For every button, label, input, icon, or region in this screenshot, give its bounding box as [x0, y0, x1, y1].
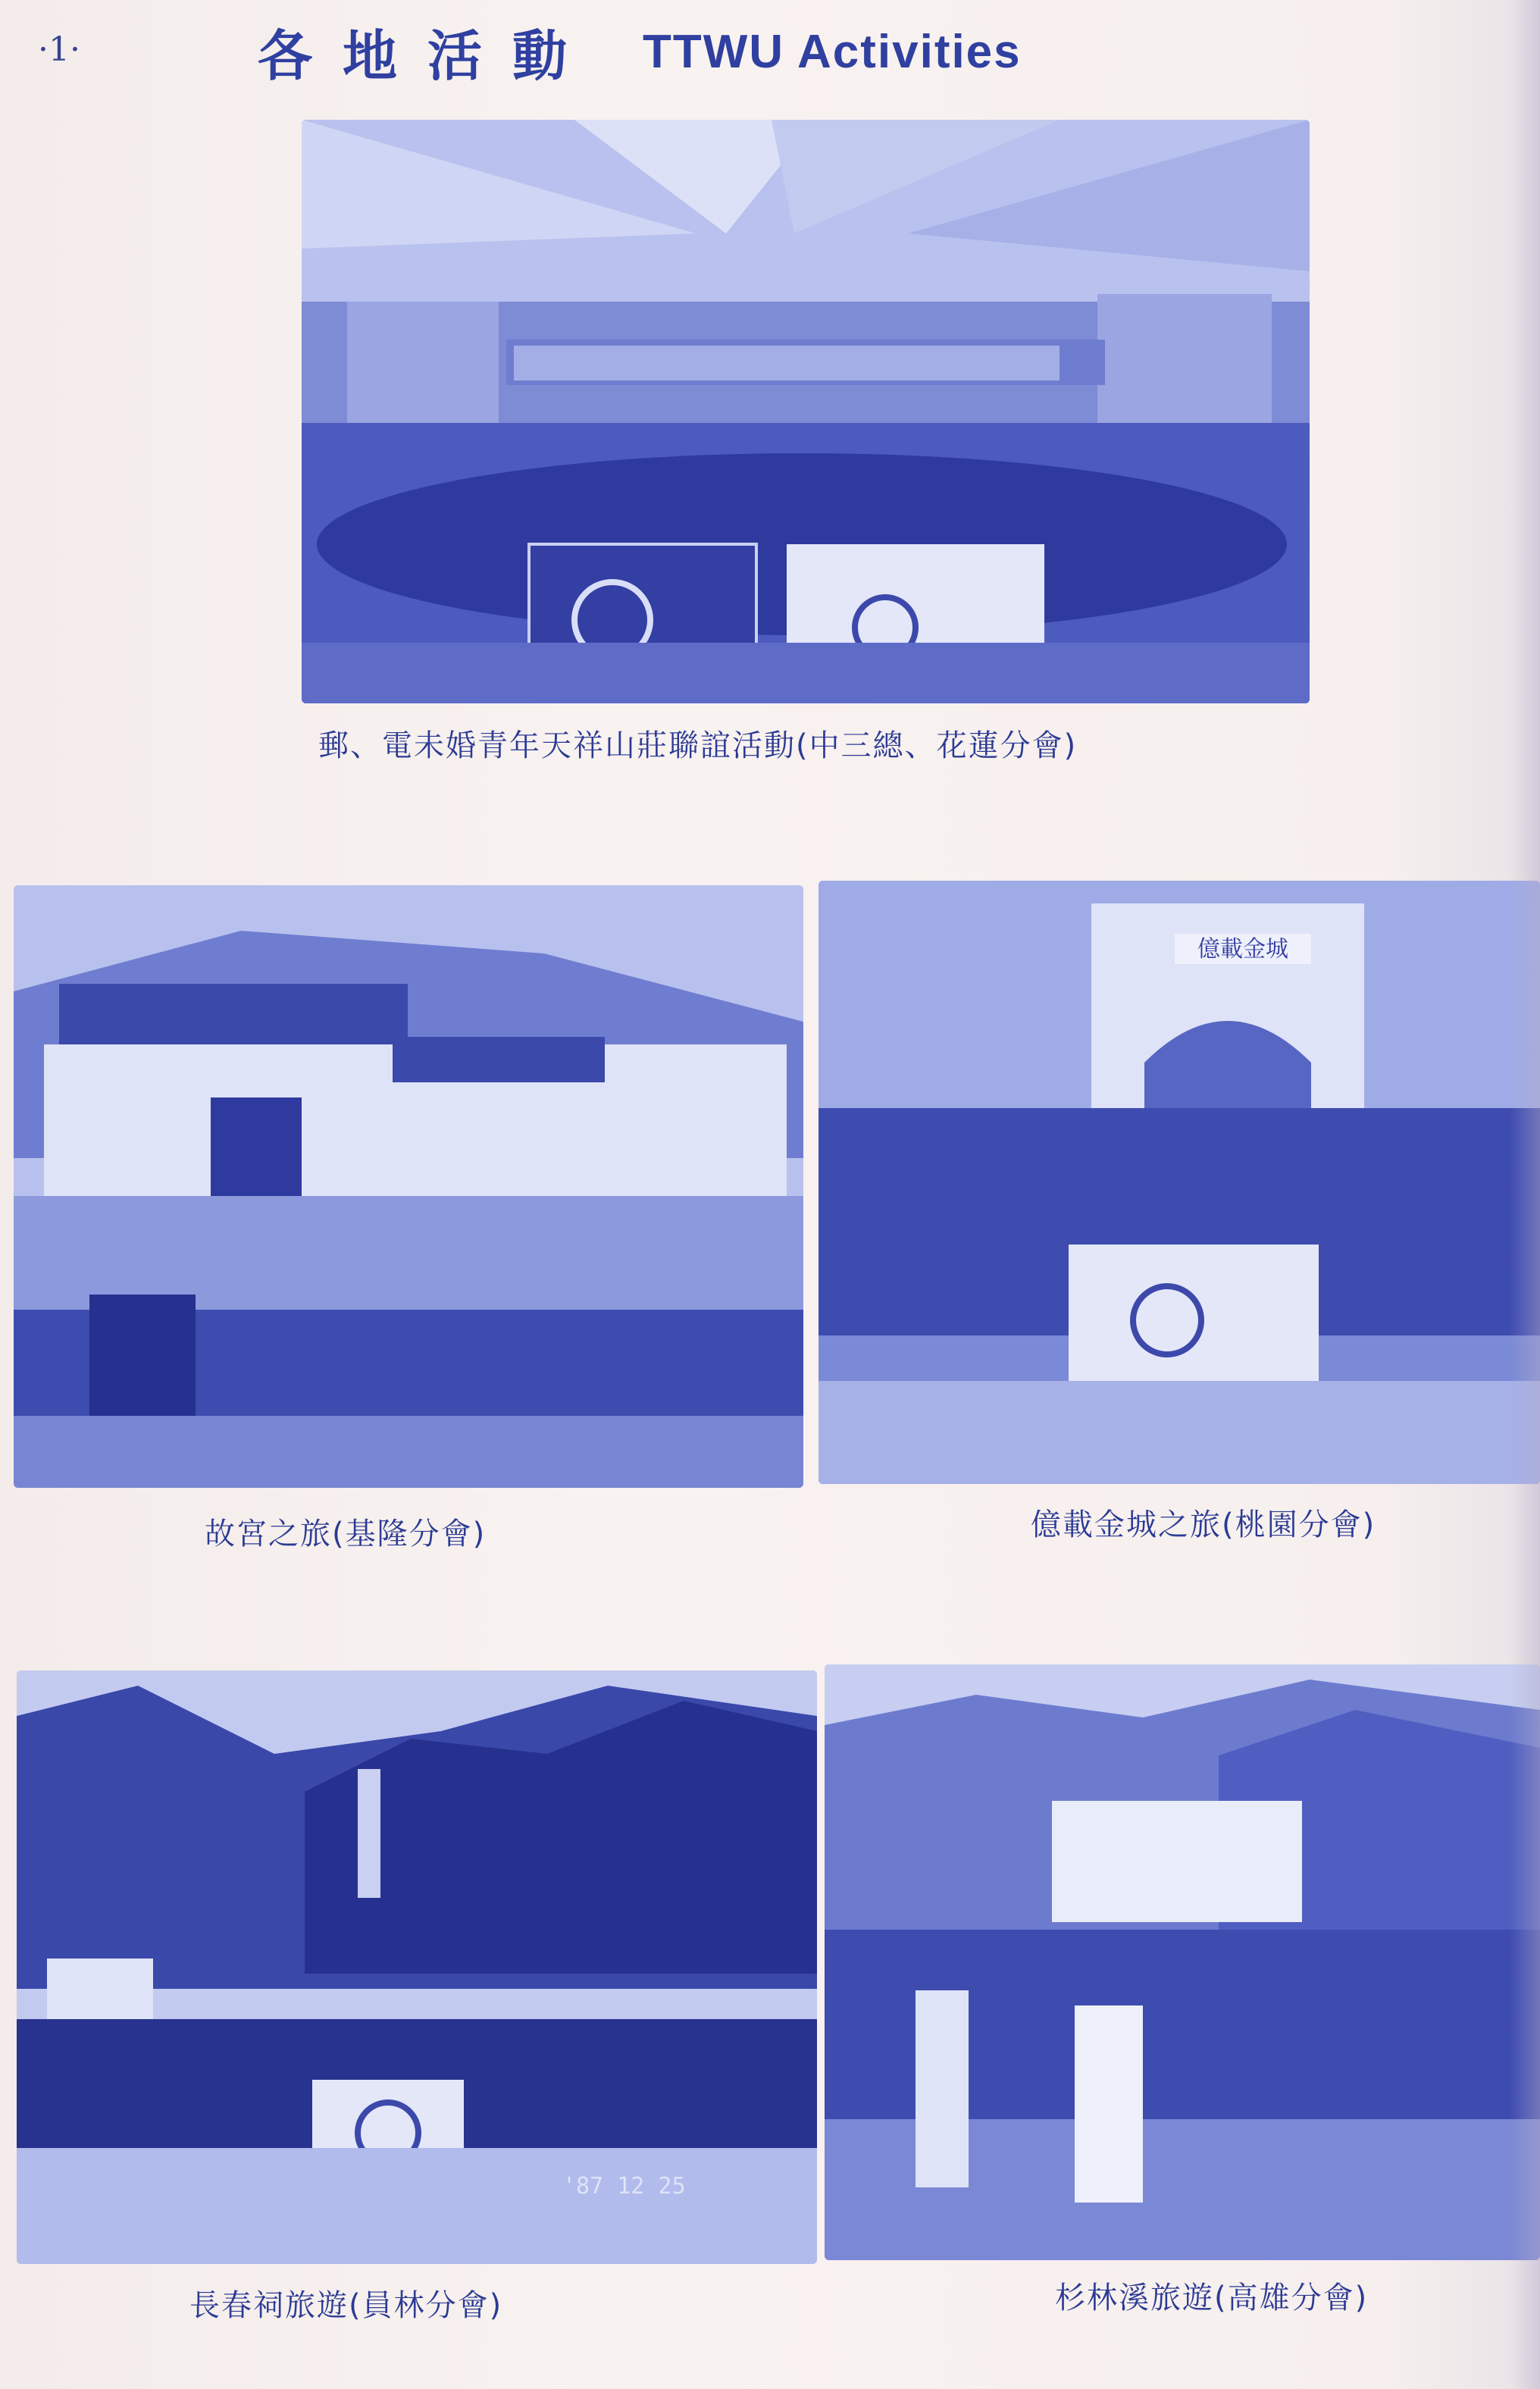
- photo-palace-museum: [14, 885, 803, 1488]
- heading-chinese: 各地活動: [258, 24, 598, 88]
- binding-edge-shadow: [1510, 0, 1540, 2389]
- photo-shanlinxi: [825, 1664, 1540, 2260]
- gate-sign: 億載金城: [1197, 936, 1288, 963]
- caption-shanlinxi: 杉林溪旅遊(高雄分會): [1055, 2281, 1369, 2315]
- photo-changchun-shrine: [17, 1670, 817, 2264]
- heading-english: TTWU Activities: [643, 25, 1022, 78]
- caption-yizai: 億載金城之旅(桃園分會): [1031, 1508, 1376, 1542]
- page-number: ·1·: [38, 30, 80, 69]
- caption-changchun: 長春祠旅遊(員林分會): [189, 2288, 503, 2323]
- date-stamp: '87 12 25: [562, 2173, 686, 2200]
- photo-tianxiang-group: [302, 120, 1310, 703]
- caption-tianxiang: 郵、電未婚青年天祥山莊聯誼活動(中三總、花蓮分會): [318, 728, 1078, 763]
- page-heading: [258, 14, 1022, 89]
- caption-palace-museum: 故宮之旅(基隆分會): [205, 1517, 487, 1551]
- photo-yizai-jincheng: [819, 881, 1540, 1484]
